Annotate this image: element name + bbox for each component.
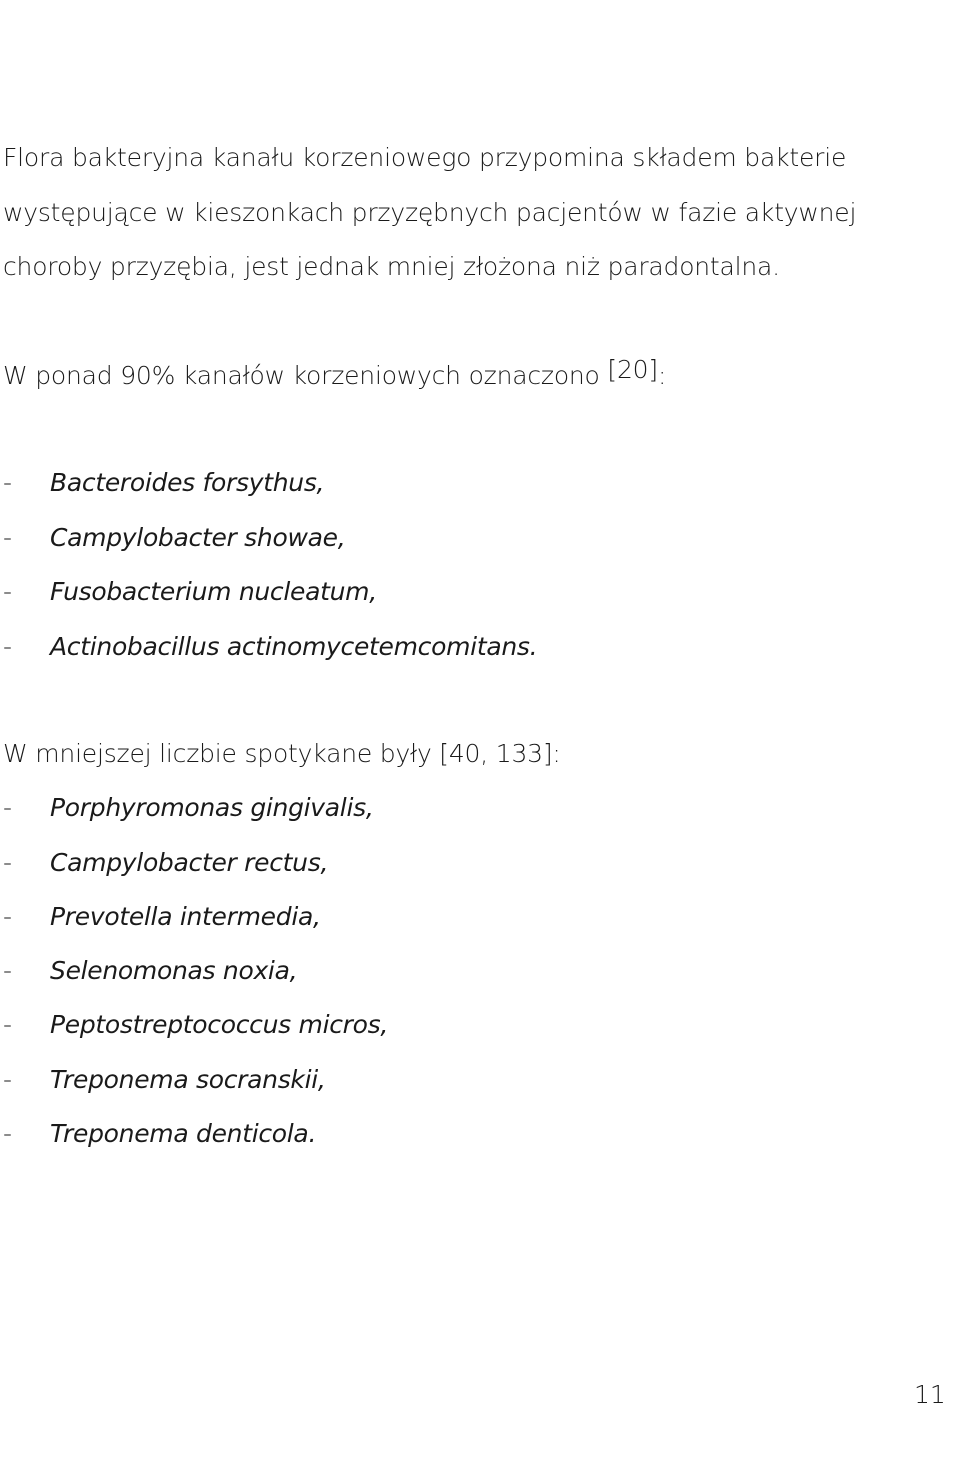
paragraph-1-line-2: występujące w kieszonkach przyzębnych pacjentów w fazie aktywnej	[3, 198, 857, 227]
species-name: Actinobacillus actinomycetemcomitans.	[50, 632, 538, 661]
species-name: Bacteroides forsythus,	[50, 468, 325, 497]
list-dash: -	[3, 468, 13, 497]
paragraph-1-line-3: choroby przyzębia, jest jednak mniej złożona niż paradontalna.	[3, 252, 780, 281]
species-name: Campylobacter showae,	[50, 523, 346, 552]
species-name: Prevotella intermedia,	[50, 902, 321, 931]
list-dash: -	[3, 848, 13, 877]
paragraph-1-line-1: Flora bakteryjna kanału korzeniowego przypomina składem bakterie	[3, 143, 847, 172]
citation-ref: [20]	[607, 355, 658, 384]
list-dash: -	[3, 577, 13, 606]
paragraph-2-text: W ponad 90% kanałów korzeniowych oznaczono	[3, 361, 608, 390]
paragraph-2	[3, 355, 667, 391]
species-name: Campylobacter rectus,	[50, 848, 329, 877]
list-dash: -	[3, 1119, 13, 1148]
list-dash: -	[3, 523, 13, 552]
list-dash: -	[3, 632, 13, 661]
species-name: Treponema socranskii,	[50, 1065, 326, 1094]
list-dash: -	[3, 1065, 13, 1094]
species-name: Treponema denticola.	[50, 1119, 317, 1148]
species-name: Fusobacterium nucleatum,	[50, 577, 377, 606]
paragraph-3: W mniejszej liczbie spotykane były [40, 133]:	[3, 739, 561, 768]
list-dash: -	[3, 1010, 13, 1039]
list-dash: -	[3, 793, 13, 822]
list-dash: -	[3, 956, 13, 985]
list-dash: -	[3, 902, 13, 931]
paragraph-2-suffix: :	[657, 361, 667, 390]
species-name: Selenomonas noxia,	[50, 956, 298, 985]
species-name: Peptostreptococcus micros,	[50, 1010, 389, 1039]
species-name: Porphyromonas gingivalis,	[50, 793, 374, 822]
page-number: 11	[914, 1380, 946, 1409]
